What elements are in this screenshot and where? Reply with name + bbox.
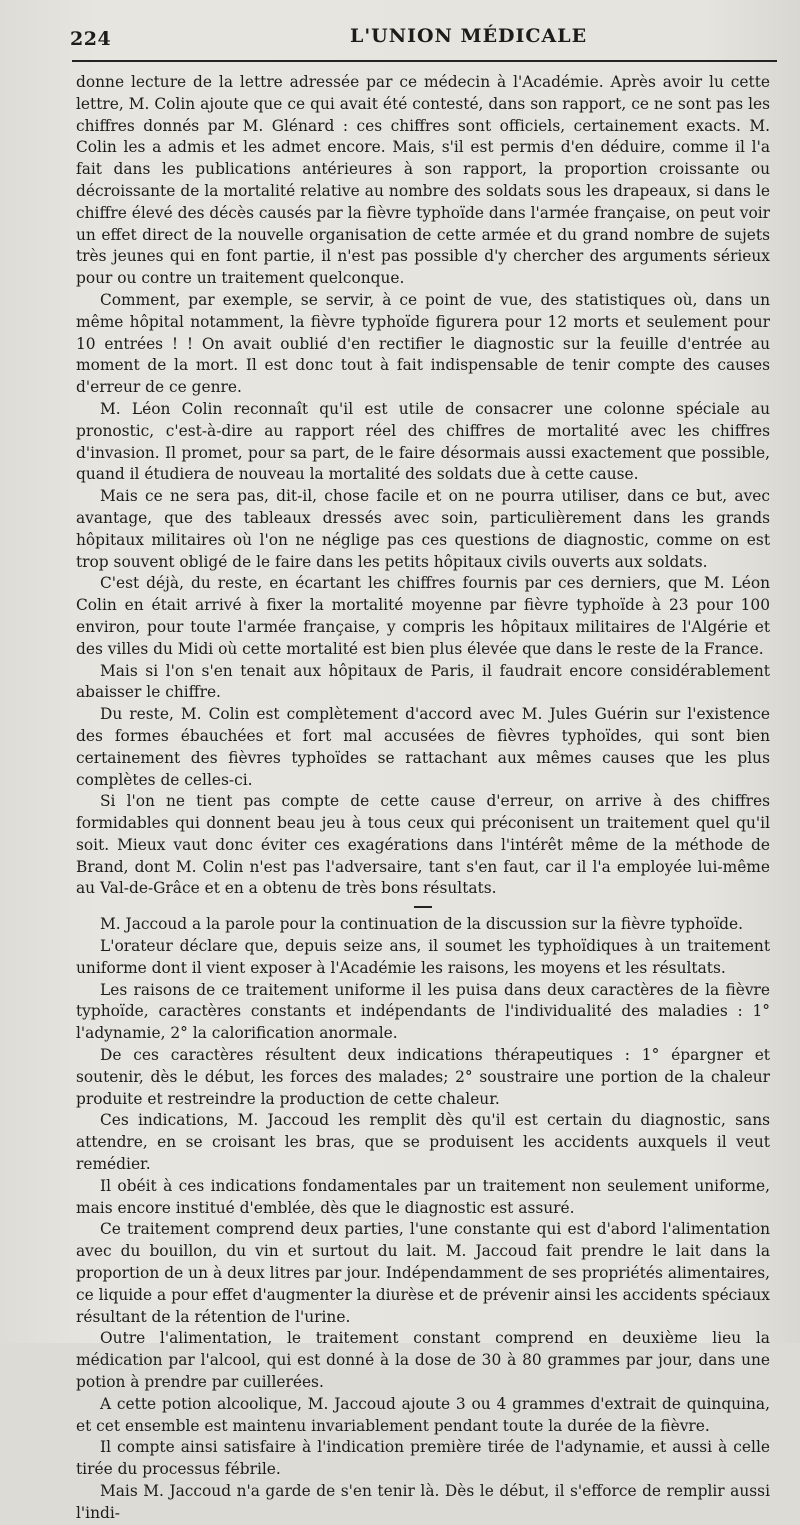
header-rule — [72, 60, 777, 62]
page-number: 224 — [70, 28, 112, 50]
paragraph: Outre l'alimentation, le traitement constant comprend en deuxième lieu la médication par l'alcool, qui est donné à la dose de 30 à 80 grammes par jour, dans une potion à prendre par cuillerées. — [76, 1329, 770, 1392]
paragraph: Mais ce ne sera pas, dit-il, chose facile et on ne pourra utiliser, dans ce but, avec avantage, que des tableaux dressés avec soin, particulièrement dans les grands hôpitaux militaires où l'on ne néglige pas ces questions de diagnostic, comme on est trop souvent obligé de le faire dans les petits hôpitaux civils ouverts aux soldats. — [76, 487, 770, 571]
paragraph: C'est déjà, du reste, en écartant les chiffres fournis par ces derniers, que M. Léon Colin en était arrivé à fixer la mortalité moyenne par fièvre typhoïde à 23 pour 100 environ, pour toute l'armée française, y compris les hôpitaux militaires de l'Algérie et des villes du Midi où cette mortalité est bien plus élevée que dans le reste de la France. — [76, 574, 770, 658]
paragraph: Ces indications, M. Jaccoud les remplit dès qu'il est certain du diagnostic, sans attendre, en se croisant les bras, que se produisent les accidents auxquels il veut remédier. — [76, 1111, 770, 1174]
section-separator — [414, 906, 432, 908]
paragraph: Du reste, M. Colin est complètement d'accord avec M. Jules Guérin sur l'existence des formes ébauchées et fort mal accusées de fièvres typhoïdes, qui sont bien certainement des fièvres typhoïdes se rattachant aux mêmes causes que les plus complètes de celles-ci. — [76, 705, 770, 789]
paragraph: Mais si l'on s'en tenait aux hôpitaux de Paris, il faudrait encore considérablement abaisser le chiffre. — [76, 661, 770, 702]
paragraph: Comment, par exemple, se servir, à ce point de vue, des statistiques où, dans un même hôpital notamment, la fièvre typhoïde figurera pour 12 morts et seulement pour 10 entrées ! ! On avait oublié d'en rectifier le diagnostic sur la feuille d'entrée au moment de la mort. Il est donc tout à fait indispensable de tenir compte des causes d'erreur de ce genre. — [76, 290, 770, 397]
paragraph: M. Léon Colin reconnaît qu'il est utile de consacrer une colonne spéciale au pronostic, c'est-à-dire au rapport réel des chiffres de mortalité avec les chiffres d'invasion. Il promet, pour sa part, de le faire désormais aussi exactement que possible, quand il étudiera de nouveau la mortalité des soldats due à cette cause. — [76, 399, 770, 484]
paragraph: M. Jaccoud a la parole pour la continuation de la discussion sur la fièvre typhoïde. — [100, 915, 744, 934]
paragraph: Il compte ainsi satisfaire à l'indication première tirée de l'adynamie, et aussi à celle tirée du processus fébrile. — [76, 1438, 770, 1479]
paragraph: donne lecture de la lettre adressée par ce médecin à l'Académie. Après avoir lu cette lettre, M. Colin ajoute que ce qui avait été contesté, dans son rapport, ce ne sont pas les chiffres donnés par M. Glénard : ces chiffres sont officiels, certainement exacts. M. Colin les a admis et les admet encore. Mais, s'il est permis d'en déduire, comme il l'a fait dans les publications antérieures à son rapport, la proportion croissante ou décroissante de la mortalité relative au nombre des soldats sous les drapeaux, si dans le chiffre élevé des décès causés par la fièvre typhoïde dans l'armée française, on peut voir un effet direct de la nouvelle organisation de cette armée et du grand nombre de sujets très jeunes qui en font partie, il n'est pas possible d'y chercher des arguments sérieux pour ou contre un traitement quelconque. — [76, 73, 770, 288]
paragraph: Les raisons de ce traitement uniforme il les puisa dans deux caractères de la fièvre typhoïde, caractères constants et indépendants de l'individualité des maladies : 1° l'adynamie, 2° la calorification anormale. — [76, 980, 770, 1043]
article-body — [76, 72, 770, 1525]
running-title: L'UNION MÉDICALE — [350, 25, 588, 47]
paragraph: Ce traitement comprend deux parties, l'une constante qui est d'abord l'alimentation avec du bouillon, du vin et surtout du lait. M. Jaccoud fait prendre le lait dans la proportion de un à deux litres par jour. Indépendamment de ses propriétés alimentaires, ce liquide a pour effet d'augmenter la diurèse et de prévenir ainsi les accidents spéciaux résultant de la rétention de l'urine. — [76, 1220, 770, 1326]
paragraph: Il obéit à ces indications fondamentales par un traitement non seulement uniforme, mais encore institué d'emblée, dès que le diagnostic est assuré. — [76, 1176, 770, 1217]
paragraph: A cette potion alcoolique, M. Jaccoud ajoute 3 ou 4 grammes d'extrait de quinquina, et cet ensemble est maintenu invariablement pendant toute la durée de la fièvre. — [76, 1394, 770, 1435]
paragraph: Mais M. Jaccoud n'a garde de s'en tenir là. Dès le début, il s'efforce de remplir aussi l'indi- — [76, 1482, 770, 1522]
paragraph: De ces caractères résultent deux indications thérapeutiques : 1° épargner et soutenir, dès le début, les forces des malades; 2° soustraire une portion de la chaleur produite et restreindre la production de cette chaleur. — [76, 1046, 770, 1108]
paragraph: L'orateur déclare que, depuis seize ans, il soumet les typhoïdiques à un traitement uniforme dont il vient exposer à l'Académie les raisons, les moyens et les résultats. — [76, 937, 770, 977]
paragraph: Si l'on ne tient pas compte de cette cause d'erreur, on arrive à des chiffres formidables qui donnent beau jeu à tous ceux qui préconisent un traitement quel qu'il soit. Mieux vaut donc éviter ces exagérations dans l'intérêt même de la méthode de Brand, dont M. Colin n'est pas l'adversaire, tant s'en faut, car il l'a employée lui-même au Val-de-Grâce et en a obtenu de très bons résultats. — [76, 792, 770, 898]
page-header — [70, 22, 780, 52]
